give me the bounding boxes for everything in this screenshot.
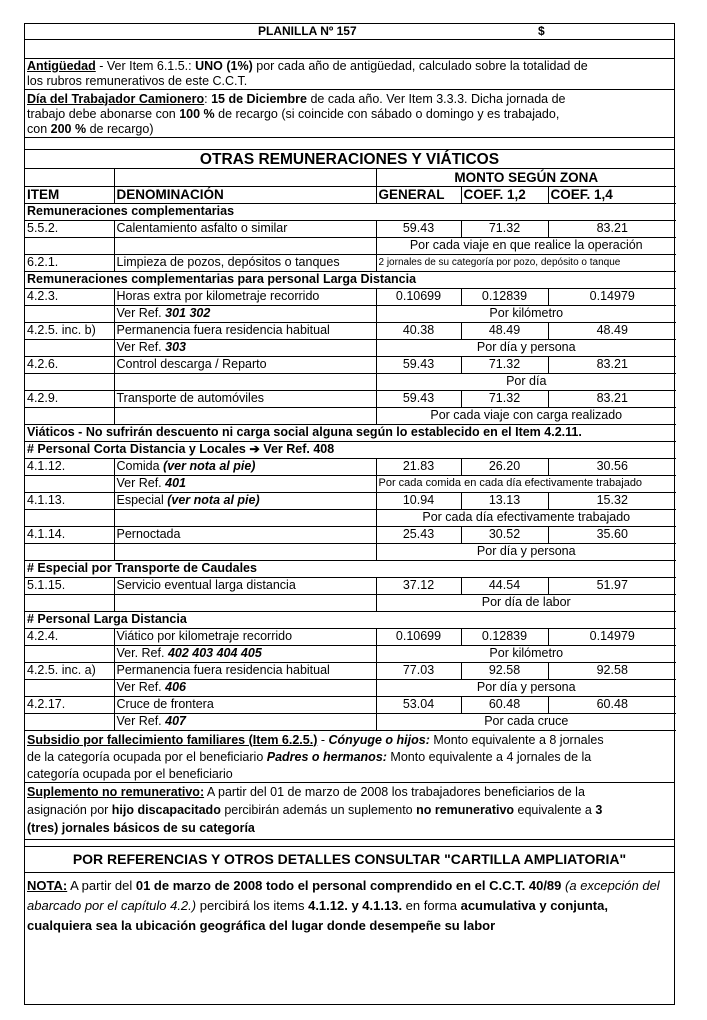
col-header-coef-12: COEF. 1,2: [461, 186, 548, 203]
table-header-row: [25, 186, 676, 203]
table-row-ref: Ver Ref. 407 Por cada cruce: [25, 713, 676, 730]
table-row-note: Por día de labor: [25, 594, 676, 611]
dia-trabajador-label: Día del Trabajador Camionero: [27, 92, 205, 106]
table-row-note: Por cada viaje en que realice la operación: [25, 237, 676, 254]
table-row: 4.2.9. Transporte de automóviles 59.43 71.32 83.21: [25, 390, 676, 407]
table-row: 5.1.15. Servicio eventual larga distancia 37.12 44.54 51.97: [25, 577, 676, 594]
col-header-denominacion: DENOMINACIÓN: [114, 186, 376, 203]
suplemento-label: Suplemento no remunerativo:: [27, 784, 205, 799]
group-heading: # Personal Corta Distancia y Locales ➔ Ver Ref. 408: [25, 441, 676, 458]
table-row-ref: Ver Ref. 401 Por cada comida en cada día efectivamente trabajado: [25, 475, 676, 492]
table-row: 4.2.17. Cruce de frontera 53.04 60.48 60.48: [25, 696, 676, 713]
table-row: 5.5.2. Calentamiento asfalto o similar 59.43 71.32 83.21: [25, 220, 676, 237]
table-row: 4.1.14. Pernoctada 25.43 30.52 35.60: [25, 526, 676, 543]
suplemento-block: Suplemento no remunerativo: A partir del 01 de marzo de 2008 los trabajadores beneficiarios de la asignación por hijo discapacitado percibirán además un suplemento no remunerativo equivalente a 3 (tres) jornales básicos de su categoría: [25, 783, 674, 840]
group-heading: # Personal Larga Distancia: [25, 611, 676, 628]
monto-segun-zona-header: MONTO SEGÚN ZONA: [376, 169, 676, 186]
remuneraciones-table: [25, 169, 676, 731]
group-heading: # Especial por Transporte de Caudales: [25, 560, 676, 577]
table-row: 4.1.12. Comida (ver nota al pie) 21.83 26.20 30.56: [25, 458, 676, 475]
planilla-sheet: [24, 23, 675, 1005]
table-row: 4.2.3. Horas extra por kilometraje recorrido 0.10699 0.12839 0.14979: [25, 288, 676, 305]
table-row: 6.2.1. Limpieza de pozos, depósitos o tanques 2 jornales de su categoría por pozo, depósito o tanque: [25, 254, 676, 271]
references-banner: POR REFERENCIAS Y OTROS DETALLES CONSULTAR "CARTILLA AMPLIATORIA": [25, 846, 674, 873]
spacer-row: [25, 40, 674, 59]
table-row: 4.2.4. Viático por kilometraje recorrido 0.10699 0.12839 0.14979: [25, 628, 676, 645]
table-row-ref: Ver Ref. 301 302 Por kilómetro: [25, 305, 676, 322]
antiguedad-label: Antigüedad: [27, 59, 96, 73]
col-header-coef-14: COEF. 1,4: [548, 186, 676, 203]
col-header-general: GENERAL: [376, 186, 461, 203]
nota-label: NOTA:: [27, 877, 68, 893]
group-heading: Remuneraciones complementarias para personal Larga Distancia: [25, 271, 676, 288]
nota-block: NOTA: A partir del 01 de marzo de 2008 todo el personal comprendido en el C.C.T. 40/89 (a excepción del abarcado por el capítulo 4.2.) percibirá los items 4.1.12. y 4.1.13. en forma acumulativa y conjunta, cualquiera sea la ubicación geográfica del lugar donde desempeñe su labor: [27, 877, 660, 933]
subsidio-block: Subsidio por fallecimiento familiares (Item 6.2.5.) - Cónyuge o hijos: Monto equivalente a 8 jornales de la categoría ocupada por el beneficiario Padres o hermanos: Monto equivalente a 4 jornales de la categoría ocupada por el beneficiario: [25, 731, 674, 783]
dia-trabajador-block: Día del Trabajador Camionero: 15 de Diciembre de cada año. Ver Item 3.3.3. Dicha jornada de trabajo debe abonarse con 100 % de recargo (si coincide con sábado o domingo y es trabajado, con 200 % de recargo): [25, 90, 674, 138]
group-heading: Viáticos - No sufrirán descuento ni carga social alguna según lo establecido en el Item 4.2.11.: [25, 424, 676, 441]
table-row: 4.2.5. inc. b) Permanencia fuera residencia habitual 40.38 48.49 48.49: [25, 322, 676, 339]
table-row: 4.2.6. Control descarga / Reparto 59.43 71.32 83.21: [25, 356, 676, 373]
table-row: 4.1.13. Especial (ver nota al pie) 10.94 13.13 15.32: [25, 492, 676, 509]
table-row-ref: Ver Ref. 303 Por día y persona: [25, 339, 676, 356]
spacer-row: [25, 138, 674, 150]
table-row-ref: Ver. Ref. 402 403 404 405 Por kilómetro: [25, 645, 676, 662]
subsidio-label: Subsidio por fallecimiento familiares (Item 6.2.5.): [27, 732, 318, 747]
table-row-ref: Ver Ref. 406 Por día y persona: [25, 679, 676, 696]
table-row-note: Por día: [25, 373, 676, 390]
title-bar: [25, 24, 674, 40]
section-title: OTRAS REMUNERACIONES Y VIÁTICOS: [25, 150, 674, 169]
table-row-note: Por cada día efectivamente trabajado: [25, 509, 676, 526]
table-header-zona: [25, 169, 676, 186]
planilla-title: PLANILLA Nº 157: [258, 24, 357, 38]
group-heading: Remuneraciones complementarias: [25, 203, 676, 220]
currency-symbol: $: [538, 24, 545, 38]
col-header-item: ITEM: [25, 186, 114, 203]
antiguedad-block: Antigüedad - Ver Item 6.1.5.: UNO (1%) por cada año de antigüedad, calculado sobre la totalidad de los rubros remunerativos de este C.C.T.: [25, 59, 674, 90]
table-row-note: Por cada viaje con carga realizado: [25, 407, 676, 424]
table-row-note: Por día y persona: [25, 543, 676, 560]
table-row: 4.2.5. inc. a) Permanencia fuera residencia habitual 77.03 92.58 92.58: [25, 662, 676, 679]
arrow-right-icon: ➔: [249, 442, 260, 456]
